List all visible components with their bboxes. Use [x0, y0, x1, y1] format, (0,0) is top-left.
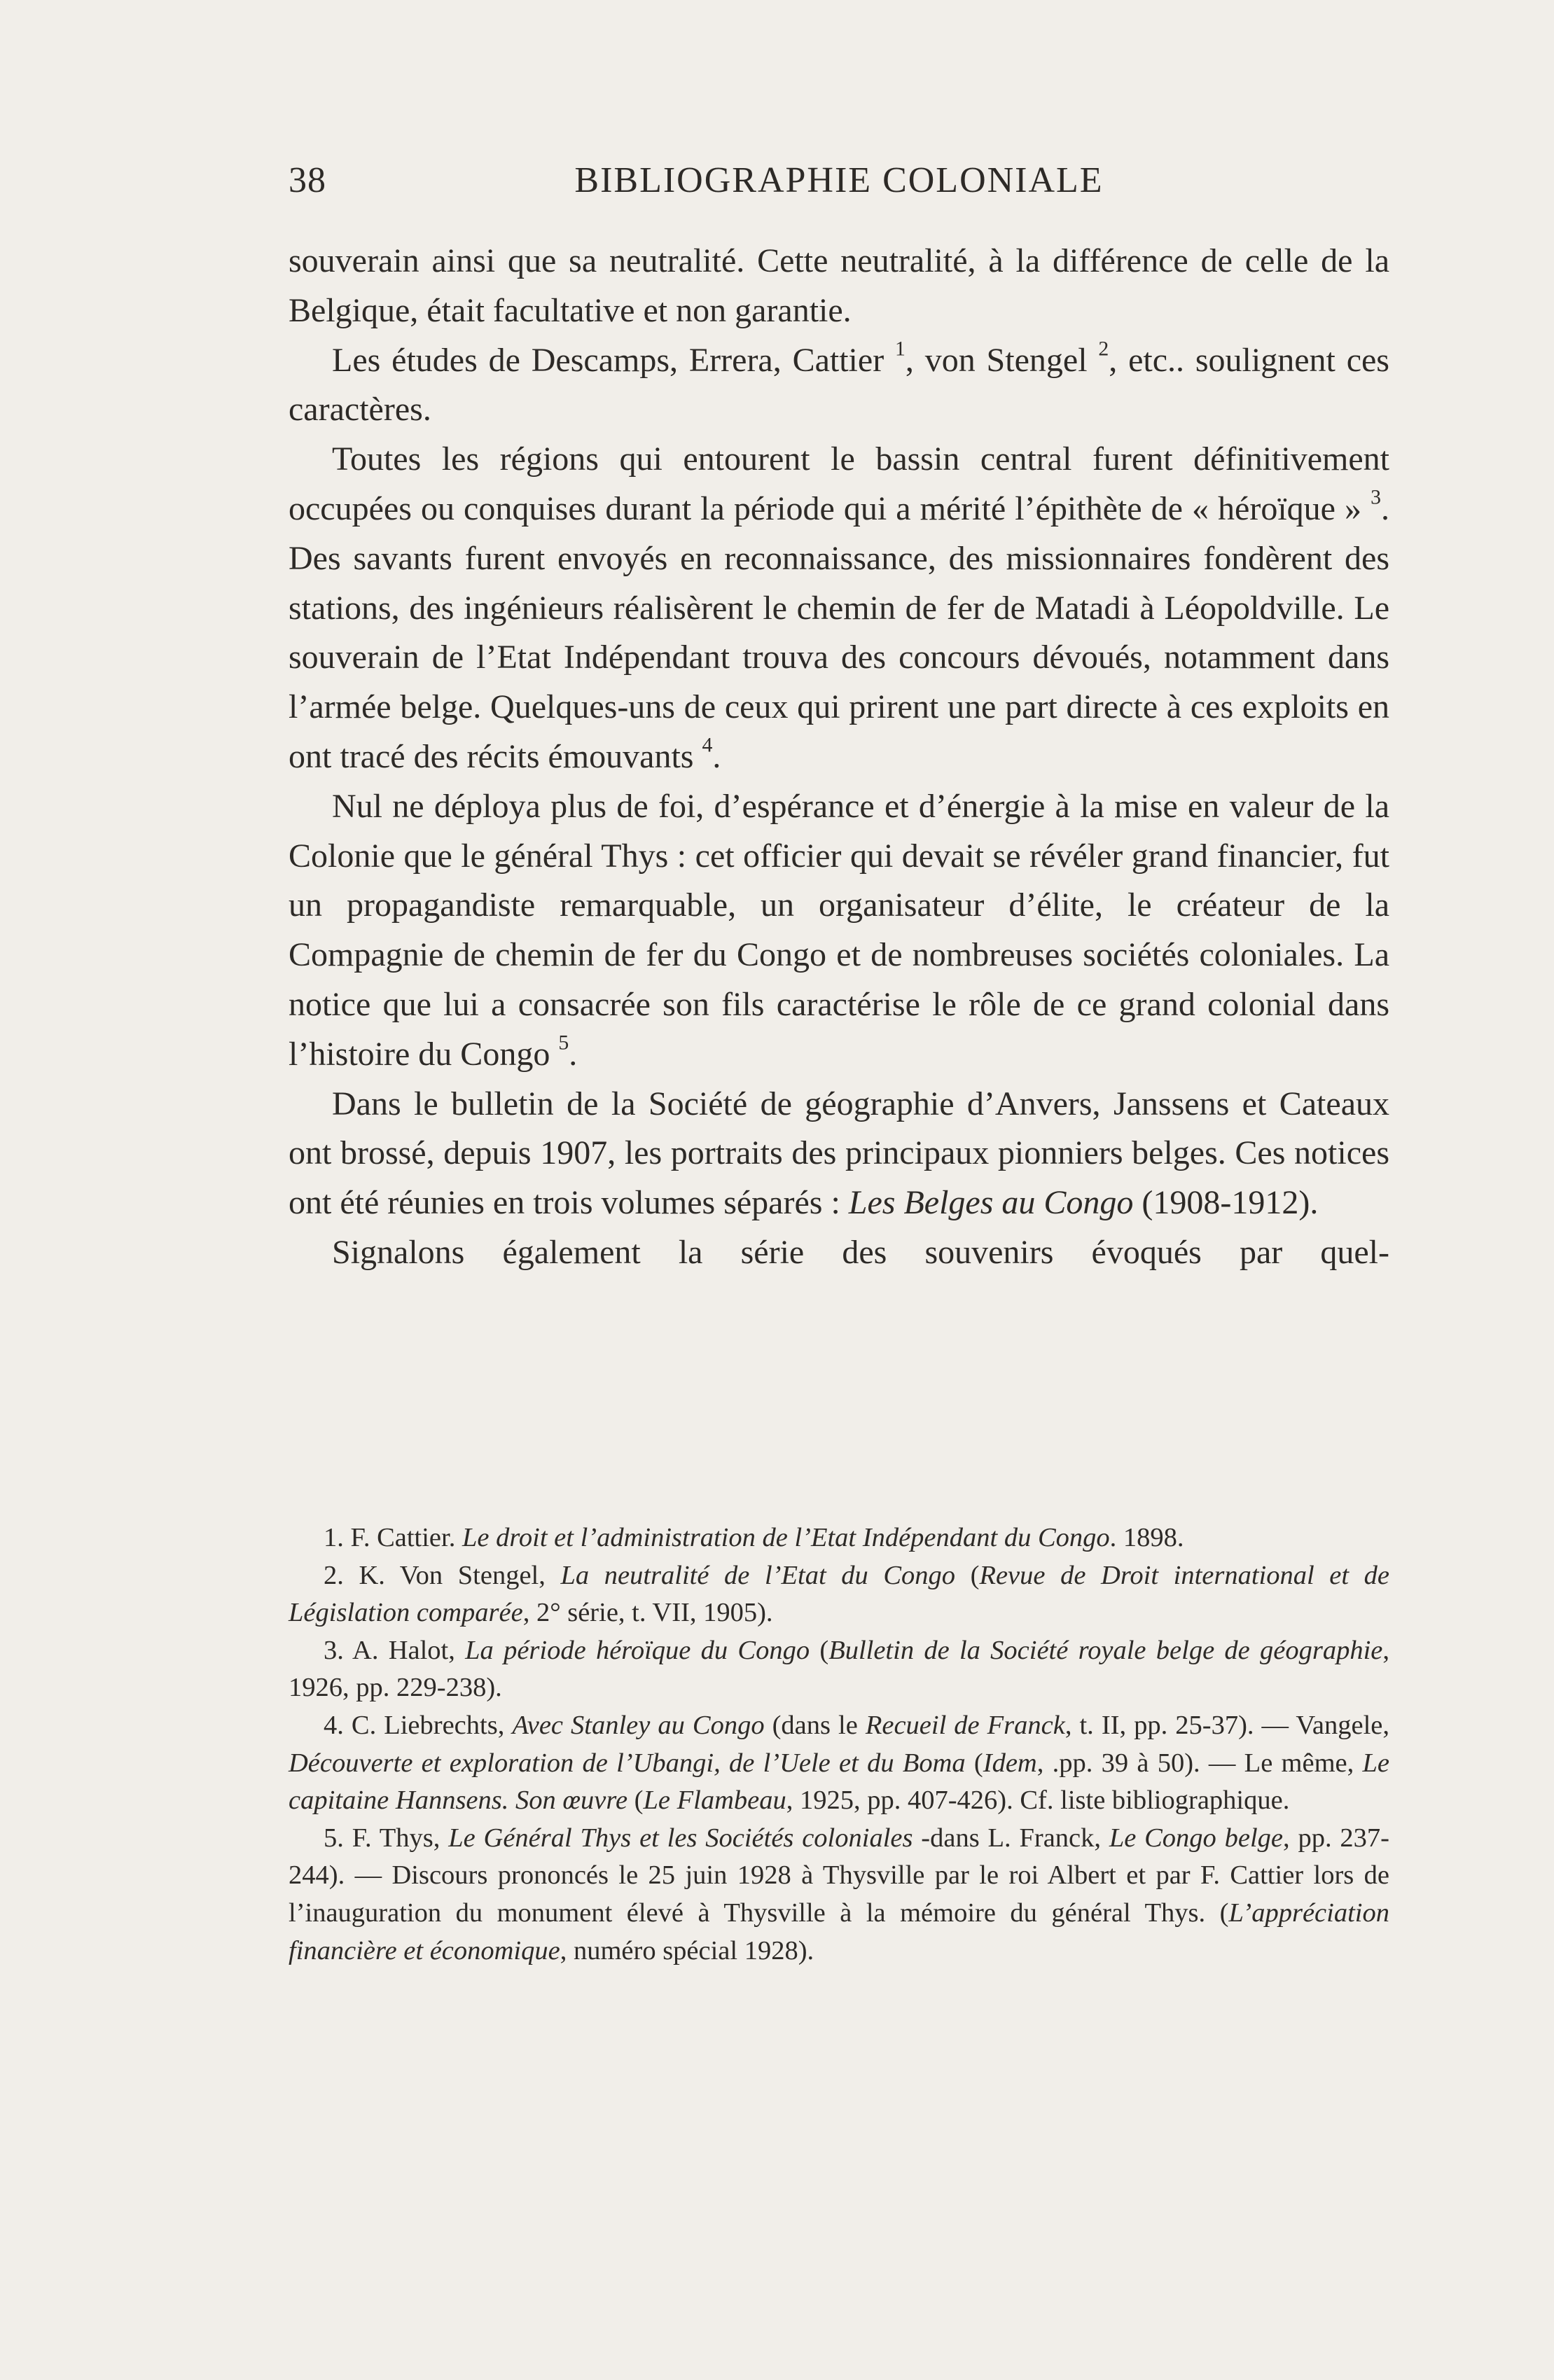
- footnotes: [289, 1519, 1389, 1970]
- footnote-5-italic-1: Le Général Thys et les Sociétés coloniales: [448, 1823, 913, 1853]
- paragraph-2-text-a: Les études de Descamps, Errera, Cattier: [332, 341, 896, 379]
- footnote-5-text-c: , pp. 237-244). — Discours prononcés le 25 juin 1928 à Thysville par le roi Albert et par F. Cattier lors de l’inauguration du monument élevé à Thysville à la mémoire du général Thys. (: [289, 1823, 1389, 1928]
- footnote-3-italic-1: La période héroïque du Congo: [465, 1635, 810, 1665]
- footnote-1-text-a: 1. F. Cattier.: [324, 1523, 462, 1552]
- footnote-1-italic-1: Le droit et l’administration de l’Etat Indépendant du Congo: [462, 1523, 1110, 1552]
- paragraph-4: [289, 782, 1389, 1080]
- page-header: [289, 160, 1389, 216]
- paragraph-3: [289, 435, 1389, 782]
- footnote-4-italic-6: Le Flambeau: [643, 1786, 786, 1816]
- paragraph-1: [289, 237, 1389, 336]
- footnote-5: [289, 1820, 1389, 1970]
- footnote-4: [289, 1707, 1389, 1820]
- footnote-4-text-b: (dans le: [764, 1710, 866, 1740]
- footnote-4-italic-5: Le capitaine Hannsens. Son œuvre: [289, 1748, 1389, 1816]
- paragraph-1-text: souverain ainsi que sa neutralité. Cette neutralité, à la différence de celle de la Belgique, était facultative et non garantie.: [289, 242, 1389, 329]
- footnote-4-italic-2: Recueil de Franck: [865, 1710, 1065, 1740]
- footnote-4-text-f: (: [627, 1786, 644, 1816]
- footnote-5-text-d: , numéro spécial 1928).: [560, 1935, 814, 1965]
- footnote-5-text-a: 5. F. Thys,: [324, 1823, 449, 1853]
- paragraph-4-text-a: Nul ne déploya plus de foi, d’espérance et d’énergie à la mise en valeur de la Colonie que le général Thys : cet officier qui devait se révéler grand financier, fut un propagandiste remarquable, un organisateur d’élite, le créateur de la Compagnie de chemin de fer du Congo et de nombreuses sociétés coloniales. La notice que lui a consacrée son fils caractérise le rôle de ce grand colonial dans l’histoire du Congo: [289, 787, 1389, 1073]
- paragraph-3-text-c: .: [712, 737, 721, 775]
- footnote-3-text-b: (: [810, 1635, 829, 1665]
- footnote-2: [289, 1557, 1389, 1632]
- footnote-3: [289, 1632, 1389, 1707]
- footnote-4-italic-1: Avec Stanley au Congo: [512, 1710, 765, 1740]
- page-number: 38: [289, 160, 326, 200]
- footnote-2-text-a: 2. K. Von Stengel,: [324, 1560, 561, 1590]
- footnote-2-text-b: (: [955, 1560, 980, 1590]
- footnote-5-italic-2: Le Congo belge: [1109, 1823, 1284, 1853]
- footnote-4-text-a: 4. C. Liebrechts,: [324, 1710, 513, 1740]
- paragraph-5-text-b: (1908-1912).: [1133, 1184, 1319, 1222]
- footnote-4-text-d: (: [965, 1748, 983, 1778]
- footnote-5-text-b: -dans L. Franck,: [913, 1823, 1109, 1853]
- footnote-4-text-e: , .pp. 39 à 50). — Le même,: [1036, 1748, 1363, 1778]
- footnote-ref-1: 1: [895, 337, 906, 361]
- footnote-3-text-a: 3. A. Halot,: [324, 1635, 466, 1665]
- paragraph-3-text-b: . Des savants furent envoyés en reconnaissance, des missionnaires fondèrent des stations, des ingénieurs réalisèrent le chemin de fer de Matadi à Léopoldville. Le souverain de l’Etat Indépendant trouva des concours dévoués, notamment dans l’armée belge. Quelques-uns de ceux qui prirent une part directe à ces exploits en ont tracé des récits émouvants: [289, 489, 1389, 775]
- footnote-ref-4: 4: [702, 733, 713, 757]
- footnote-2-italic-2: Revue de Droit international et de Législation comparée: [289, 1560, 1389, 1628]
- paragraph-5-book-title: Les Belges au Congo: [848, 1184, 1134, 1222]
- footnote-4-italic-3: Découverte et exploration de l’Ubangi, de l’Uele et du Boma: [289, 1748, 966, 1778]
- footnote-3-text-c: , 1926, pp. 229-238).: [289, 1635, 1390, 1703]
- footnote-ref-2: 2: [1098, 337, 1109, 361]
- footnote-ref-5: 5: [558, 1031, 569, 1055]
- footnote-1-text-b: . 1898.: [1109, 1523, 1184, 1552]
- paragraph-2-text-c: , etc.. soulignent ces caractères.: [289, 341, 1389, 429]
- running-title: BIBLIOGRAPHIE COLONIALE: [574, 160, 1104, 200]
- paragraph-2-text-b: , von Stengel: [905, 341, 1099, 379]
- footnote-5-italic-3: L’appréciation financière et économique: [289, 1898, 1389, 1965]
- paragraph-5-text-a: Dans le bulletin de la Société de géographie d’Anvers, Janssens et Cateaux ont brossé, depuis 1907, les portraits des principaux pionniers belges. Ces notices ont été réunies en trois volumes séparés :: [289, 1085, 1389, 1222]
- paragraph-2: [289, 336, 1389, 436]
- footnote-4-italic-4: Idem: [983, 1748, 1037, 1778]
- paragraph-4-text-b: .: [569, 1035, 578, 1073]
- paragraph-3-text-a: Toutes les régions qui entourent le bassin central furent définitivement occupées ou conquises durant la période qui a mérité l’épithète de « héroïque »: [289, 440, 1389, 527]
- paragraph-5: [289, 1080, 1389, 1228]
- body-text: [289, 237, 1389, 1278]
- paragraph-6-text: Signalons également la série des souvenirs évoqués par quel-: [332, 1233, 1389, 1271]
- footnote-2-italic-1: La neutralité de l’Etat du Congo: [560, 1560, 956, 1590]
- footnote-4-text-g: , 1925, pp. 407-426). Cf. liste bibliographique.: [786, 1786, 1290, 1816]
- footnote-2-text-c: , 2° série, t. VII, 1905).: [522, 1598, 773, 1628]
- paragraph-6: [289, 1228, 1389, 1278]
- footnote-3-italic-2: Bulletin de la Société royale belge de géographie: [828, 1635, 1383, 1665]
- footnote-4-text-c: , t. II, pp. 25-37). — Vangele,: [1064, 1710, 1389, 1740]
- footnote-ref-3: 3: [1371, 485, 1381, 509]
- footnote-1: [289, 1519, 1389, 1557]
